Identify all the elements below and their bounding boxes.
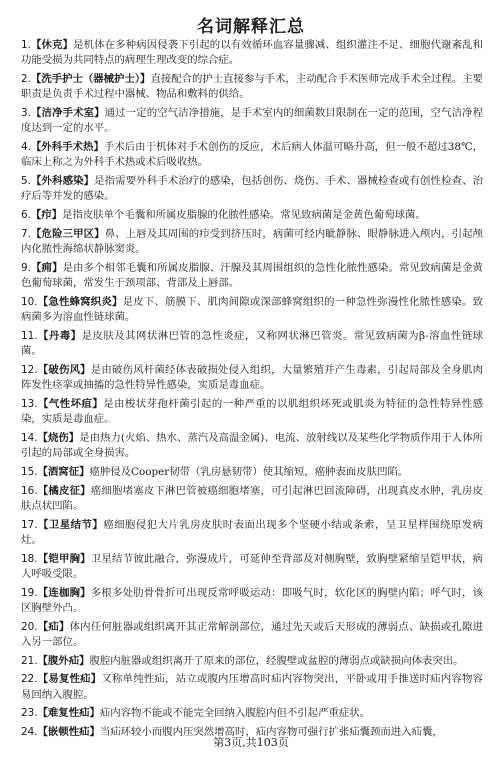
entry-term: 【酒窝征】 — [37, 465, 90, 478]
entry-number: 16. — [21, 484, 38, 497]
definition-entry — [21, 431, 483, 461]
entry-number: 20. — [21, 620, 38, 633]
entry-number: 22. — [21, 673, 38, 686]
entry-text: 通过一定的空气洁净措施，是手术室内的细菌数目限制在一定的范围，空气洁净程度达到一定的水平。 — [21, 107, 483, 135]
definition-entry — [21, 518, 483, 548]
entry-text: 癌细胞侵犯大片乳房皮肤时表面出现多个坚硬小结或条索，呈卫星样围绕原发病灶。 — [21, 518, 484, 546]
entry-term: 【嵌顿性疝】 — [37, 726, 100, 739]
entry-number: 24. — [21, 726, 38, 739]
entry-term: 【破伤风】 — [37, 363, 91, 376]
entry-term: 【休克】 — [30, 39, 74, 51]
entry-term: 【洁净手术室】 — [30, 107, 105, 119]
entry-number: 6. — [21, 209, 31, 221]
entry-text: 癌细胞堵塞皮下淋巴管被癌细胞堵塞，可引起淋巴回流障碍，出现真皮水肿，乳房皮肤点状凹陷。 — [21, 484, 483, 512]
entry-term: 【急性蜂窝织炎】 — [37, 295, 123, 308]
definition-entry — [21, 363, 483, 393]
entry-text: 腹腔内脏器或组织离开了原来的部位，经腹壁或盆腔的薄弱点或缺损向体表突出。 — [89, 654, 464, 667]
definition-entry — [21, 586, 483, 616]
definition-entry — [21, 397, 483, 427]
entry-term: 【疖】 — [30, 209, 63, 221]
entry-term: 【腹外疝】 — [37, 654, 90, 667]
entry-term: 【丹毒】 — [37, 329, 82, 342]
entry-text: 是皮肤及其网状淋巴管的急性炎症，又称网状淋巴管炎。常见致病菌为β-溶血性链球菌。 — [21, 329, 484, 357]
entry-text: 直接配合的护士直接参与手术，主动配合手术医师完成手术全过程。主要职责是负责手术过程中器械、物品和敷料的供给。 — [21, 73, 483, 101]
definition-entry — [21, 261, 483, 291]
entry-number: 2. — [21, 73, 31, 85]
page-title: 名词解释汇总 — [197, 17, 305, 37]
entry-term: 【卫星结节】 — [37, 518, 104, 531]
entry-number: 11. — [21, 329, 38, 342]
entry-term: 【洗手护士（器械护士）】 — [30, 73, 151, 85]
entry-term: 【外科手术热】 — [30, 141, 104, 153]
entry-text: 是机体在多种病因侵袭下引起的以有效循环血容量骤减、组织灌注不足、细胞代谢紊乱和功能受损为共同特点的病理生理改变的综合症。 — [21, 39, 484, 67]
entry-term: 【橘皮征】 — [37, 484, 91, 497]
entry-text: 是由多个相邻毛囊和所属皮脂腺、汗腺及其周围组织的急性化脓性感染。常见致病菌是金黄色葡萄球菌，常发生于颈项部、背部及上唇部。 — [21, 261, 484, 289]
entry-term: 【烧伤】 — [37, 431, 80, 444]
entry-number: 18. — [21, 552, 38, 565]
entry-text: 疝内容物不能或不能完全回纳入腹腔内但不引起严重症状。 — [99, 707, 371, 720]
entry-term: 【危险三甲区】 — [30, 227, 105, 240]
entry-text: 是指需要外科手术治疗的感染，包括创伤、烧伤、手术、器械检查或有创性检查、治疗后等并发的感染。 — [21, 175, 483, 203]
entry-text: 是由破伤风杆菌经体表破损处侵入组织，大量繁殖并产生毒素，引起局部及全身肌肉阵发性痉挛或抽搐的急性特异性感染，实质是毒血症。 — [21, 363, 483, 391]
entry-term: 【痈】 — [30, 261, 63, 274]
entry-number: 17. — [21, 518, 38, 531]
definition-entry — [21, 174, 483, 204]
entry-text: 卫星结节彼此融合，弥漫成片，可延伸至背部及对侧胸壁，致胸壁紧缩呈铠甲状，病人呼吸受限。 — [21, 552, 483, 580]
entry-term: 【疝】 — [37, 620, 70, 633]
entry-text: 体内任何脏器或组织离开其正常解剖部位，通过先天或后天形成的薄弱点、缺损或孔隙进入另一部位。 — [21, 620, 484, 648]
definition-entry — [21, 672, 483, 702]
entry-number: 7. — [21, 227, 31, 240]
entry-number: 13. — [21, 397, 38, 410]
definition-entry — [21, 706, 483, 721]
entry-number: 12. — [21, 363, 38, 376]
entry-number: 14. — [21, 431, 38, 444]
entry-number: 19. — [21, 586, 38, 599]
entry-number: 9. — [21, 261, 31, 274]
entry-text: 是皮下、筋膜下、肌肉间隙或深部蜂窝组织的一种急性弥漫性化脓性感染。致病菌多为溶血性链球菌。 — [21, 295, 484, 323]
definition-entry — [21, 72, 483, 102]
definition-entry — [21, 208, 483, 223]
entry-number: 23. — [21, 707, 38, 720]
entry-text: 是由梭状芽孢杆菌引起的一种严重的以肌组织坏死或肌炎为特征的急性特异性感染，实质是毒血症。 — [21, 397, 484, 425]
entry-number: 10. — [21, 295, 38, 308]
entry-number: 1. — [21, 39, 31, 51]
entry-number: 15. — [21, 465, 38, 478]
entry-number: 4. — [21, 141, 31, 153]
definition-entry — [21, 140, 483, 170]
definition-entry — [21, 106, 483, 136]
entry-term: 【铠甲胸】 — [37, 552, 91, 565]
definition-entry — [21, 329, 483, 359]
entry-text: 是指皮肤单个毛囊和所属皮脂腺的化脓性感染。常见致病菌是金黄色葡萄球菌。 — [62, 209, 426, 221]
entry-text: 多根多处肋骨骨折可出现反常呼吸运动：即吸气时，软化区的胸壁内陷；呼气时，该区胸壁外凸。 — [21, 586, 483, 614]
definition-entry — [21, 38, 483, 68]
entry-text: 当疝环较小而腹内压突然增高时，疝内容物可强行扩张疝囊颈而进入疝囊， — [99, 726, 443, 739]
entry-number: 5. — [21, 175, 31, 187]
entry-term: 【连枷胸】 — [37, 586, 91, 599]
entry-number: 3. — [21, 107, 31, 119]
definition-entry — [21, 620, 483, 650]
entry-text: 又称单纯性疝，站立或腹内压增高时疝内容物突出，平卧或用手推送时疝内容物容易回纳入腹腔。 — [21, 673, 484, 701]
definition-entry — [21, 484, 483, 514]
entry-number: 21. — [21, 654, 38, 667]
definition-entry — [21, 552, 483, 582]
definition-entry — [21, 227, 483, 257]
definition-entry — [21, 654, 483, 669]
definition-entry — [21, 465, 483, 480]
entry-term: 【外科感染】 — [30, 175, 95, 187]
definition-list — [21, 38, 483, 744]
entry-text: 是由热力(火焰、热水、蒸汽及高温金属)、电流、放射线以及某些化学物质作用于人体所引起的局部或全身损害。 — [21, 431, 483, 459]
entry-text: 癌肿侵及Cooper韧带（乳房悬韧带）使其缩短，癌肿表面皮肤凹陷。 — [89, 465, 409, 478]
entry-term: 【易复性疝】 — [37, 673, 102, 686]
entry-text: 手术后由于机体对手术创伤的反应，术后病人体温可略升高，但一般不超过38℃，临床上称之为外科手术热或术后吸收热。 — [21, 141, 484, 169]
entry-term: 【气性坏疽】 — [37, 397, 104, 410]
entry-text: 鼻、上唇及其周围的疖受到挤压时，病菌可经内眦静脉、眼静脉进入颅内，引起颅内化脓性海绵状静脉窦炎。 — [21, 227, 483, 255]
definition-entry — [21, 295, 483, 325]
entry-term: 【难复性疝】 — [37, 707, 100, 720]
page-footer: 第3页,共103页 — [213, 736, 289, 749]
